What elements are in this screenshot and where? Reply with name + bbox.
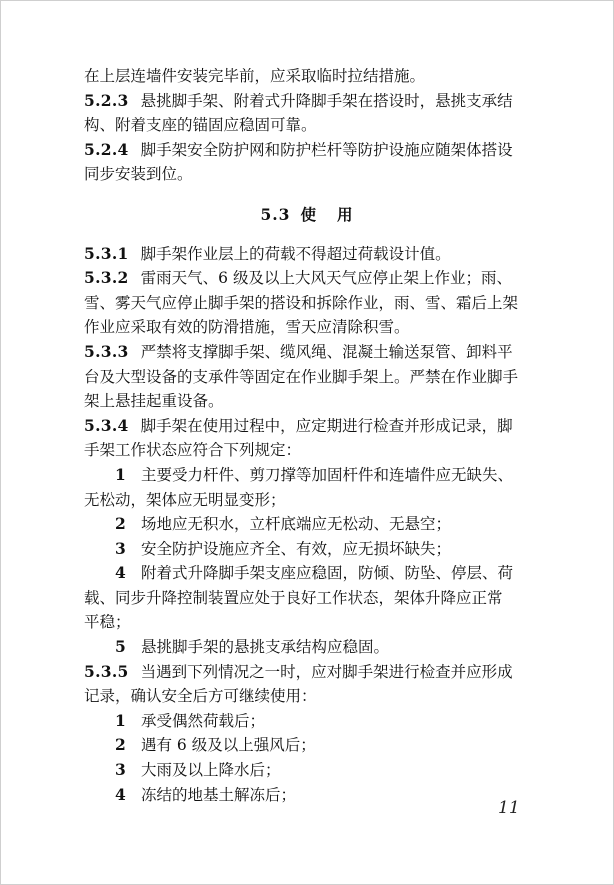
text-line: 同步安装到位。 — [84, 165, 193, 184]
item-number: 4 — [115, 784, 126, 804]
clause-5-3-2 — [84, 266, 540, 340]
text-line: 平稳； — [84, 613, 131, 632]
clause-number: 5.3.1 — [84, 243, 129, 263]
text-line: 载、同步升降控制装置应处于良好工作状态，架体升降应正常 — [84, 588, 503, 607]
body-text — [84, 64, 540, 807]
item-number: 2 — [115, 514, 126, 534]
text-line: 悬挑脚手架的悬挑支承结构应稳固。 — [141, 638, 390, 657]
item-number: 2 — [115, 735, 126, 755]
item-number: 1 — [115, 710, 126, 730]
clause-number: 5.3.2 — [84, 268, 129, 288]
clause-5-3-5 — [84, 660, 540, 709]
clause-number: 5.2.4 — [84, 139, 129, 159]
section-heading — [84, 203, 540, 228]
text-line: 脚手架作业层上的荷载不得超过荷载设计值。 — [140, 244, 451, 263]
text-line: 严禁将支撑脚手架、缆风绳、混凝土输送泵管、卸料平 — [140, 342, 513, 361]
text-line: 遇有 6 级及以上强风后； — [141, 736, 316, 755]
item-number: 1 — [115, 464, 126, 484]
text-line: 悬挑脚手架、附着式升降脚手架在搭设时，悬挑支承结 — [140, 91, 513, 110]
text-line: 记录，确认安全后方可继续使用： — [84, 687, 317, 706]
clause-number: 5.3.3 — [84, 341, 129, 361]
text-line: 冻结的地基土解冻后； — [141, 785, 297, 804]
list-item — [84, 783, 540, 808]
text-line: 安全防护设施应齐全、有效，应无损坏缺失； — [141, 539, 452, 558]
text-line: 雪、雾天气应停止脚手架的搭设和拆除作业，雨、雪、霜后上架 — [84, 293, 519, 312]
lead-paragraph — [84, 64, 540, 89]
text-line: 台及大型设备的支承件等固定在作业脚手架上。严禁在作业脚手 — [84, 367, 519, 386]
list-item — [84, 537, 540, 562]
list-item — [84, 709, 540, 734]
text-line: 附着式升降脚手架支座应稳固，防倾、防坠、停层、荷 — [141, 564, 514, 583]
text-line: 手架工作状态应符合下列规定： — [84, 441, 302, 460]
item-number: 4 — [115, 563, 126, 583]
text-line: 主要受力杆件、剪刀撑等加固杆件和连墙件应无缺失、 — [141, 465, 514, 484]
item-number: 3 — [115, 538, 126, 558]
text-line: 雷雨天气、6 级及以上大风天气应停止架上作业；雨、 — [140, 269, 512, 288]
text-line: 架上悬挂起重设备。 — [84, 392, 224, 411]
clause-5-3-1 — [84, 242, 540, 267]
clause-number: 5.3.4 — [84, 415, 129, 435]
item-number: 5 — [115, 637, 126, 657]
section-title-char: 用 — [336, 204, 354, 224]
text-line: 大雨及以上降水后； — [141, 761, 281, 780]
section-number: 5.3 — [260, 204, 291, 224]
text-line: 脚手架安全防护网和防护栏杆等防护设施应随架体搭设 — [140, 140, 513, 159]
clause-5-2-3 — [84, 89, 540, 138]
item-number: 3 — [115, 760, 126, 780]
text-line: 无松动，架体应无明显变形； — [84, 490, 286, 509]
list-item — [84, 635, 540, 660]
list-item — [84, 463, 540, 512]
text-line: 承受偶然荷载后； — [141, 711, 266, 730]
text-line: 构、附着支座的锚固应稳固可靠。 — [84, 116, 317, 135]
list-item — [84, 512, 540, 537]
clause-5-3-3 — [84, 340, 540, 414]
clause-5-3-4 — [84, 414, 540, 463]
page-number: 11 — [498, 798, 520, 818]
clause-number: 5.3.5 — [84, 661, 129, 681]
text-line: 在上层连墙件安装完毕前，应采取临时拉结措施。 — [84, 67, 426, 85]
list-item — [84, 733, 540, 758]
text-line: 当遇到下列情况之一时，应对脚手架进行检查并应形成 — [140, 662, 513, 681]
clause-number: 5.2.3 — [84, 90, 129, 110]
text-line: 作业应采取有效的防滑措施，雪天应清除积雪。 — [84, 318, 410, 337]
text-line: 脚手架在使用过程中，应定期进行检查并形成记录，脚 — [140, 416, 513, 435]
list-item — [84, 758, 540, 783]
clause-5-2-4 — [84, 138, 540, 187]
section-title-char: 使 — [300, 204, 317, 224]
text-line: 场地应无积水，立杆底端应无松动、无悬空； — [141, 515, 452, 534]
list-item — [84, 561, 540, 635]
